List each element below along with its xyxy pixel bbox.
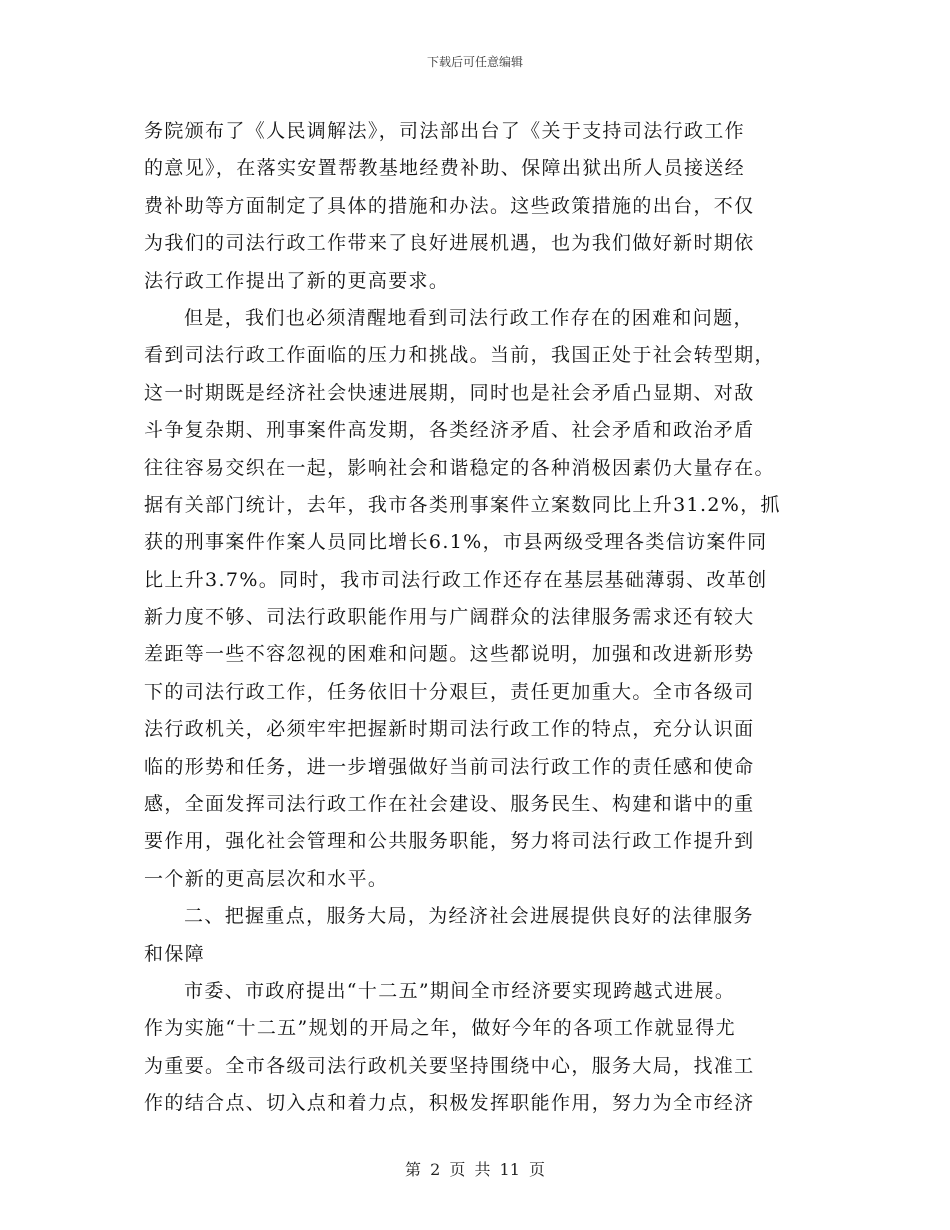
text-line: 往往容易交织在一起，影响社会和谐稳定的各种消极因素仍大量存在。	[144, 456, 775, 479]
paragraph-start-line: 但是，我们也必须清醒地看到司法行政工作存在的困难和问题，	[184, 306, 754, 329]
page-number-footer: 第 2 页 共 11 页	[405, 1160, 545, 1179]
text-line: 的意见》，在落实安置帮教基地经费补助、保障出狱出所人员接送经	[144, 157, 746, 180]
text-line: 新力度不够、司法行政职能作用与广阔群众的法律服务需求还有较大	[144, 606, 755, 629]
text-line: 费补助等方面制定了具体的措施和办法。这些政策措施的出台，不仅	[144, 194, 755, 217]
text-line: 务院颁布了《人民调解法》，司法部出台了《关于支持司法行政工作	[144, 120, 746, 142]
section-heading-line: 和保障	[144, 942, 206, 965]
text-line: 作的结合点、切入点和着力点，积极发挥职能作用，努力为全市经济	[144, 1092, 755, 1115]
text-line: 这一时期既是经济社会快速进展期，同时也是社会矛盾凸显期、对敌	[144, 381, 755, 404]
text-line: 据有关部门统计，去年，我市各类刑事案件立案数同比上升31.2%，抓	[144, 493, 781, 516]
section-heading-line: 二、把握重点，服务大局，为经济社会进展提供良好的法律服务	[184, 905, 754, 928]
text-line: 为重要。全市各级司法行政机关要坚持围绕中心，服务大局，找准工	[144, 1054, 755, 1077]
text-line: 感，全面发挥司法行政工作在社会建设、服务民生、构建和谐中的重	[144, 793, 755, 816]
page-header: 下载后可任意编辑	[426, 55, 523, 69]
text-line: 为我们的司法行政工作带来了良好进展机遇，也为我们做好新时期依	[144, 232, 755, 255]
text-line: 比上升3.7%。同时，我市司法行政工作还存在基层基础薄弱、改革创	[144, 568, 768, 591]
document-body	[144, 113, 808, 1123]
text-line: 看到司法行政工作面临的压力和挑战。当前，我国正处于社会转型期，	[144, 344, 775, 367]
text-line: 作为实施“十二五”规划的开局之年，做好今年的各项工作就显得尤	[144, 1017, 736, 1040]
text-line: 差距等一些不容忽视的困难和问题。这些都说明，加强和改进新形势	[144, 643, 755, 666]
paragraph-start-line: 市委、市政府提出“十二五”期间全市经济要实现跨越式进展。	[184, 979, 736, 1002]
text-line: 一个新的更高层次和水平。	[144, 867, 389, 890]
text-line: 获的刑事案件作案人员同比增长6.1%，市县两级受理各类信访案件同	[144, 531, 768, 554]
text-line: 法行政工作提出了新的更高要求。	[144, 269, 450, 292]
text-line: 要作用，强化社会管理和公共服务职能，努力将司法行政工作提升到	[144, 830, 755, 853]
text-line: 下的司法行政工作，任务依旧十分艰巨，责任更加重大。全市各级司	[144, 680, 755, 703]
text-line: 临的形势和任务，进一步增强做好当前司法行政工作的责任感和使命	[144, 755, 755, 778]
text-line: 法行政机关，必须牢牢把握新时期司法行政工作的特点，充分认识面	[144, 718, 755, 741]
text-line: 斗争复杂期、刑事案件高发期，各类经济矛盾、社会矛盾和政治矛盾	[144, 419, 755, 442]
